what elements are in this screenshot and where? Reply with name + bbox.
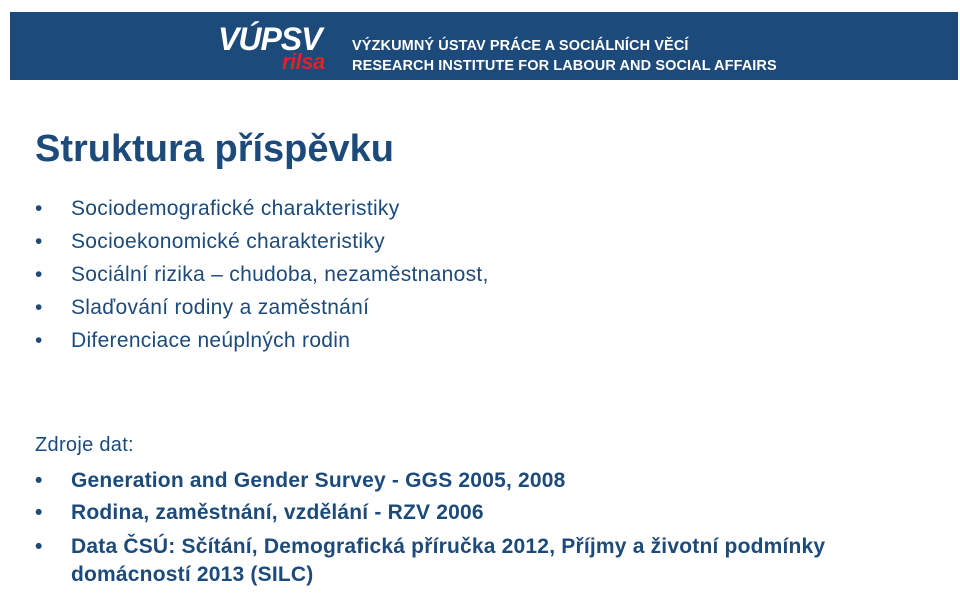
bullet-icon: •	[35, 469, 43, 492]
bullet-icon: •	[35, 197, 43, 220]
topic-item	[35, 192, 489, 225]
topic-item	[35, 291, 489, 324]
bullet-icon: •	[35, 263, 43, 286]
institute-name-english: RESEARCH INSTITUTE FOR LABOUR AND SOCIAL AFFAIRS	[352, 58, 777, 74]
sources-heading: Zdroje dat:	[35, 434, 134, 456]
bullet-icon: •	[35, 501, 43, 524]
source-text: Generation and Gender Survey - GGS 2005, 2008	[71, 469, 566, 492]
vupsv-logo	[218, 22, 340, 78]
source-item	[35, 465, 901, 497]
topic-item	[35, 225, 489, 258]
topics-list	[35, 192, 489, 357]
topic-item	[35, 258, 489, 291]
sources-list	[35, 465, 901, 589]
source-text: Rodina, zaměstnání, vzdělání - RZV 2006	[71, 501, 484, 524]
bullet-icon: •	[35, 296, 43, 319]
bullet-icon: •	[35, 329, 43, 352]
logo-subwordmark: rilsa	[282, 49, 325, 74]
topic-text: Slaďování rodiny a zaměstnání	[71, 296, 370, 319]
bullet-icon: •	[35, 230, 43, 253]
institute-name-czech: VÝZKUMNÝ ÚSTAV PRÁCE A SOCIÁLNÍCH VĚCÍ	[352, 38, 689, 54]
topic-text: Sociální rizika – chudoba, nezaměstnanost,	[71, 263, 489, 286]
topic-text: Diferenciace neúplných rodin	[71, 329, 351, 352]
source-text: Data ČSÚ: Sčítání, Demografická příručka 2012, Příjmy a životní podmínky domácností 2013 (SILC)	[71, 535, 826, 586]
source-item	[35, 497, 901, 529]
source-item	[35, 529, 901, 589]
logo-wordmark: VÚPSV	[218, 21, 322, 57]
topic-text: Socioekonomické charakteristiky	[71, 230, 385, 253]
header-banner	[10, 12, 958, 80]
bullet-icon: •	[35, 535, 43, 558]
topic-text: Sociodemografické charakteristiky	[71, 197, 400, 220]
slide-title: Struktura příspěvku	[35, 128, 394, 170]
topic-item	[35, 324, 489, 357]
